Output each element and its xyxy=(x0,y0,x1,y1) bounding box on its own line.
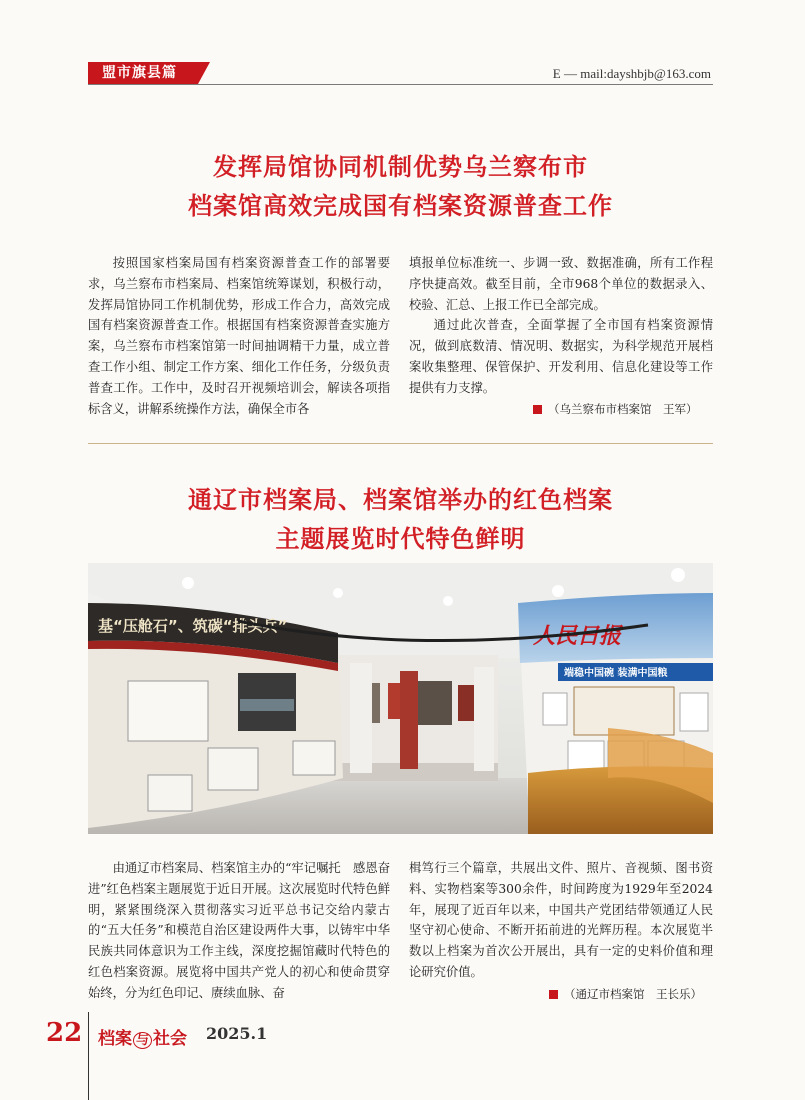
contact-email: E — mail:dayshbjb@163.com xyxy=(552,66,711,81)
footer-rule xyxy=(88,1012,89,1100)
magazine-name-connector: 与 xyxy=(133,1032,152,1049)
header-rule xyxy=(88,84,713,85)
issue-number: 2025.1 xyxy=(206,1024,268,1043)
left-wall-text: 基“压舱石”、筑碳“排头兵” xyxy=(98,617,288,635)
article2-right-column xyxy=(409,858,713,983)
article1-right-column xyxy=(409,253,713,399)
magazine-name-part1: 档案 xyxy=(98,1029,132,1049)
article1-credit-text: （乌兰察布市档案馆 王军） xyxy=(548,402,698,416)
credit-square-icon xyxy=(533,405,542,414)
article-divider xyxy=(88,443,713,444)
credit-square-icon xyxy=(549,990,558,999)
magazine-name xyxy=(98,1024,187,1049)
section-tag: 盟市旗县篇 xyxy=(88,62,198,84)
right-wall-banner-text: 端稳中国碗 装满中国粮 xyxy=(564,668,668,679)
article2-title xyxy=(88,481,713,559)
article1-credit xyxy=(533,401,698,417)
article1-title xyxy=(88,148,713,226)
article1-title-line2: 档案馆高效完成国有档案资源普查工作 xyxy=(188,192,613,220)
newspaper-logo-text: 人民日报 xyxy=(533,623,622,649)
magazine-name-part2: 社会 xyxy=(153,1029,188,1049)
article2-paragraph: 由通辽市档案局、档案馆主办的“牢记嘱托 感恩奋进”红色档案主题展览于近日开展。这次展览时代特色鲜明，紧紧围绕深入贯彻落实习近平总书记交给内蒙古的“五大任务”和模范自治区建设两件大事，以铸牢中华民族共同体意识为工作主线，深度挖掘馆藏时代特色的红色档案资源。展览将中国共产党人的初心和使命贯穿始终，分为红色印记、赓续血脉、奋 xyxy=(88,861,390,1000)
article1-left-column xyxy=(88,253,390,419)
page-number: 22 xyxy=(46,1018,83,1048)
article2-credit xyxy=(549,986,702,1002)
article1-paragraph: 通过此次普查，全面掌握了全市国有档案资源情况，做到底数清、情况明、数据实，为科学规范开展档案收集整理、保管保护、开发利用、信息化建设等工作提供有力支撑。 xyxy=(409,318,713,395)
article1-title-line1: 发挥局馆协同机制优势乌兰察布市 xyxy=(213,153,588,181)
article2-credit-text: （通辽市档案馆 王长乐） xyxy=(564,987,702,1001)
article2-paragraph-continued: 楫笃行三个篇章，共展出文件、照片、音视频、图书资料、实物档案等300余件，时间跨度为1929年至2024年，展现了近百年以来，中国共产党团结带领通辽人民坚守初心使命、不断开拓前进的光辉历程。本次展览半数以上档案为首次公开展出，具有一定的史料价值和理论研究价值。 xyxy=(409,861,713,979)
article2-title-line2: 主题展览时代特色鲜明 xyxy=(275,525,526,553)
article2-left-column xyxy=(88,858,390,1004)
article1-paragraph-continued: 填报单位标准统一、步调一致、数据准确，所有工作程序快捷高效。截至目前，全市968个单位的数据录入、校验、汇总、上报工作已全部完成。 xyxy=(409,256,713,312)
article1-paragraph: 按照国家档案局国有档案资源普查工作的部署要求，乌兰察布市档案局、档案馆统筹谋划，积极行动，发挥局馆协同工作机制优势，形成工作合力，高效完成国有档案资源普查工作。根据国有档案资源普查实施方案，乌兰察布市档案馆第一时间抽调精干力量，成立普查工作小组、制定工作方案、细化工作任务，分级负责普查工作。工作中，及时召开视频培训会，解读各项指标含义，讲解系统操作方法，确保全市各 xyxy=(88,256,390,416)
article2-title-line1: 通辽市档案局、档案馆举办的红色档案 xyxy=(188,486,613,514)
exhibition-photo xyxy=(88,563,713,834)
